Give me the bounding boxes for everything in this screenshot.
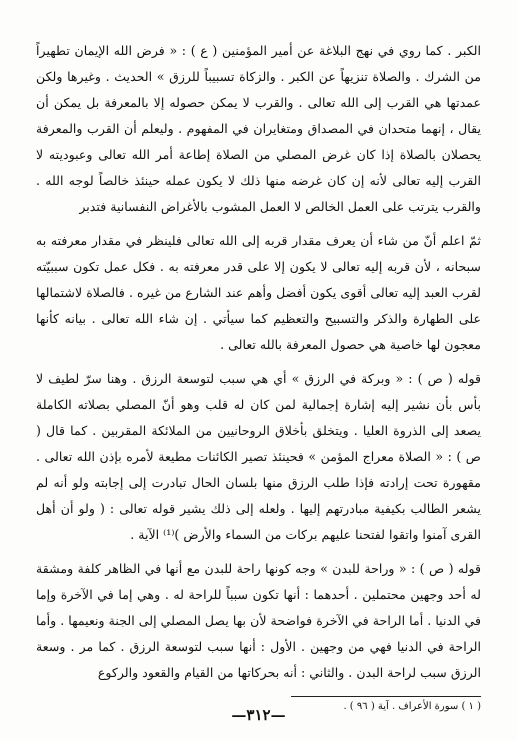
paragraph-1: الكبر . كما روي في نهج البلاغة عن أمير المؤمنين ( ع ) : « فرض الله الإيمان تطهيراً من الشرك . والصلاة تنزيهاً عن الكبر . والزكاة تسبيباً للرزق » الحديث . وغيرها ولكن عمدتها هي القرب إلى الله تعالى . والقرب لا يمكن حصوله إلا بالمعرفة بل يمكن أن يقال ، إنهما متحدان في المصداق ومتغايران في المفهوم . وليعلم أن القرب والمعرفة يحصلان بالصلاة إذا كان غرض المصلي من الصلاة إطاعة أمر الله تعالى وعبوديته لا القرب إليه تعالى لأنه إن كان غرضه منها ذلك لا يكون عمله حينئذ خالصاً لوجه الله . والقرب يترتب على العمل الخالص لا العمل المشوب بالأغراض النفسانية فتدبر (36, 43, 481, 214)
paragraph-gap (36, 548, 481, 556)
footnote: ( ١ ) سورة الأعراف . آية ( ٩٦ ) . (343, 701, 481, 712)
paragraph-gap (36, 220, 481, 228)
page-number: —٣١٢— (231, 706, 286, 724)
paragraph-gap (36, 358, 481, 366)
paragraph-3: قوله ( ص ) : « وبركة في الرزق » أي هي سبب لتوسعة الرزق . وهنا سرّ لطيف لا بأس بأن نشير إليه إشارة إجمالية لمن كان له قلب وهو أنّ المصلي بصلاته الكاملة يصعد إلى الذروة العليا . ويتخلق بأخلاق الروحانيين من الملائكة المقربين . كما قال ( ص ) : « الصلاة معراج المؤمن » فحينئذ تصير الكائنات مطيعة لأمره بإذن الله تعالى . مقهورة تحت إرادته فإذا طلب الرزق منها بلسان الحال تبادرت إلى إجابته ولو أنه لم يشعر الطالب بكيفية مبادرتهم إليها . ولعله إلى ذلك يشير قوله تعالى : ( ولو أن أهل القرى آمنوا واتقوا لفتحنا عليهم بركات من السماء والأرض )⁽¹⁾ الآية . (36, 371, 481, 542)
paragraph-2: ثمّ اعلم أنّ من شاء أن يعرف مقدار قربه إلى الله تعالى فلينظر في مقدار معرفته به سبحانه ، لأن قربه إليه تعالى لا يكون إلا على قدر معرفته به . فكل عمل تكون سببيّته لقرب العبد إليه تعالى أقوى يكون أفضل وأهم عند الشارع من غيره . فالصلاة لاشتمالها على الطهارة والذكر والتسبيح والتعظيم كما سيأتي . إن شاء الله تعالى . بيانه كأنها معجون لها خاصية هي حصول المعرفة بالله تعالى . (36, 233, 481, 352)
footnote-divider (291, 696, 481, 697)
paragraph-4: قوله ( ص ) : « وراحة للبدن » وجه كونها راحة للبدن مع أنها في الظاهر كلفة ومشقة له أحد وجهين محتملين . أحدهما : أنها تكون سبباً للراحة له . وهي إما في الآخرة وإما في الدنيا . أما الراحة في الآخرة فواضحة لأن بها يصل المصلي إلى الجنة ونعيمها . وأما الراحة في الدنيا فهي من وجهين . الأول : أنها سبب لتوسعة الرزق . كما مر . وسعة الرزق سبب لراحة البدن . والثاني : أنه بحركاتها من القيام والقعود والركوع (36, 561, 481, 680)
